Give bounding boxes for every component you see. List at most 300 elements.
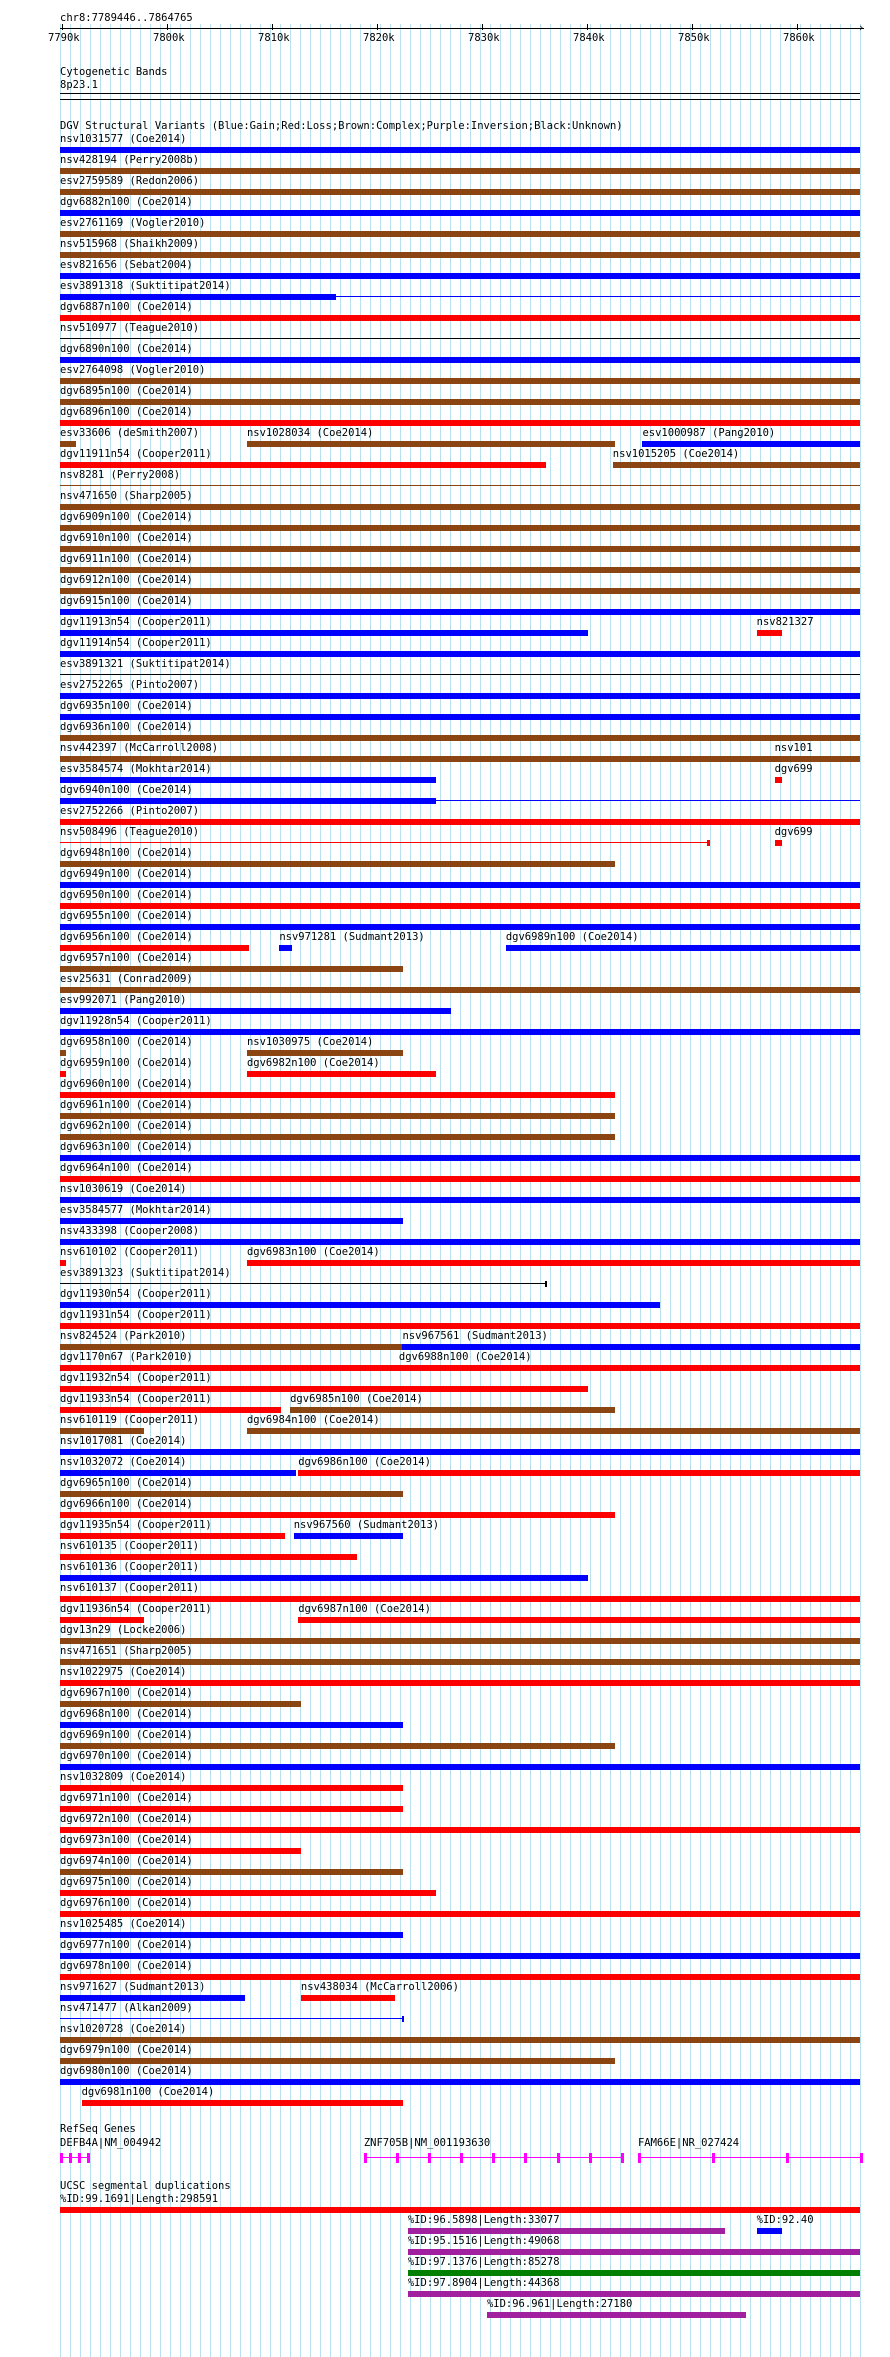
variant-bar[interactable] (60, 1512, 615, 1518)
variant-label[interactable]: esv2759589 (Redon2006) (60, 175, 200, 187)
variant-bar[interactable] (60, 714, 860, 720)
gene-exon[interactable] (460, 2153, 463, 2163)
variant-label[interactable]: nsv442397 (McCarroll2008) (60, 742, 219, 754)
variant-bar[interactable] (60, 567, 860, 573)
variant-label[interactable]: dgv11931n54 (Cooper2011) (60, 1309, 212, 1321)
variant-label[interactable]: dgv6979n100 (Coe2014) (60, 2044, 193, 2056)
variant-label[interactable]: dgv6961n100 (Coe2014) (60, 1099, 193, 1111)
grid-line (750, 24, 751, 2357)
dgv-title: DGV Structural Variants (Blue:Gain;Red:Loss;Brown:Complex;Purple:Inversion;Black:Unknown) (60, 120, 623, 132)
variant-bar[interactable] (60, 609, 860, 615)
variant-bar[interactable] (60, 1575, 588, 1581)
segdup-bar[interactable] (408, 2228, 725, 2234)
variant-label[interactable]: dgv6981n100 (Coe2014) (81, 2086, 215, 2098)
variant-label[interactable]: esv2752266 (Pinto2007) (60, 805, 200, 817)
variant-bar[interactable] (402, 1344, 860, 1350)
segdup-label[interactable]: %ID:96.5898|Length:33077 (407, 2214, 560, 2226)
variant-bar[interactable] (60, 504, 860, 510)
variant-label[interactable]: dgv6935n100 (Coe2014) (60, 700, 193, 712)
variant-label[interactable]: nsv610102 (Cooper2011) (60, 1246, 200, 1258)
variant-label[interactable]: nsv471477 (Alkan2009) (60, 2002, 193, 2014)
variant-label[interactable]: nsv967560 (Sudmant2013) (293, 1519, 440, 1531)
variant-bar[interactable] (60, 588, 860, 594)
grid-line (380, 24, 381, 2357)
variant-label[interactable]: dgv6969n100 (Coe2014) (60, 1729, 193, 1741)
grid-line (300, 24, 301, 2357)
grid-line (290, 24, 291, 2357)
variant-label[interactable]: dgv6910n100 (Coe2014) (60, 532, 193, 544)
variant-label[interactable]: dgv6950n100 (Coe2014) (60, 889, 193, 901)
variant-bar[interactable] (301, 1995, 395, 2001)
variant-bar[interactable] (60, 903, 860, 909)
variant-label[interactable]: dgv11935n54 (Cooper2011) (60, 1519, 212, 1531)
grid-line (420, 24, 421, 2357)
grid-line (310, 24, 311, 2357)
variant-line[interactable] (60, 1283, 545, 1284)
variant-bar[interactable] (60, 189, 860, 195)
variant-label[interactable]: esv3584574 (Mokhtar2014) (60, 763, 212, 775)
variant-label[interactable]: dgv6978n100 (Coe2014) (60, 1960, 193, 1972)
variant-label[interactable]: dgv6966n100 (Coe2014) (60, 1498, 193, 1510)
grid-line (780, 24, 781, 2357)
variant-bar[interactable] (60, 273, 860, 279)
variant-bar[interactable] (60, 2037, 860, 2043)
variant-label[interactable]: nsv438034 (McCarroll2006) (300, 1981, 459, 1993)
variant-bar[interactable] (775, 840, 782, 846)
gene-exon[interactable] (638, 2153, 641, 2163)
variant-bar[interactable] (60, 147, 860, 153)
variant-label[interactable]: dgv11914n54 (Cooper2011) (60, 637, 212, 649)
variant-bar[interactable] (60, 756, 860, 762)
variant-label[interactable]: dgv6968n100 (Coe2014) (60, 1708, 193, 1720)
variant-label[interactable]: dgv6976n100 (Coe2014) (60, 1897, 193, 1909)
variant-label[interactable]: nsv1030619 (Coe2014) (60, 1183, 187, 1195)
variant-label[interactable]: dgv6909n100 (Coe2014) (60, 511, 193, 523)
variant-label[interactable]: dgv6987n100 (Coe2014) (298, 1603, 431, 1615)
variant-label[interactable]: nsv971627 (Sudmant2013) (60, 1981, 206, 1993)
grid-line (650, 24, 651, 2357)
variant-label[interactable]: dgv6940n100 (Coe2014) (60, 784, 193, 796)
variant-line[interactable] (60, 2018, 402, 2019)
variant-label[interactable]: dgv11933n54 (Cooper2011) (60, 1393, 212, 1405)
gene-exon[interactable] (364, 2153, 367, 2163)
variant-label[interactable]: dgv6965n100 (Coe2014) (60, 1477, 193, 1489)
variant-label[interactable]: dgv6958n100 (Coe2014) (60, 1036, 193, 1048)
variant-bar[interactable] (707, 840, 710, 846)
variant-bar[interactable] (60, 210, 860, 216)
variant-bar[interactable] (60, 861, 615, 867)
variant-bar[interactable] (60, 231, 860, 237)
variant-bar[interactable] (60, 546, 860, 552)
gene-exon[interactable] (78, 2153, 81, 2163)
variant-label[interactable]: nsv1015205 (Coe2014) (612, 448, 740, 460)
segdup-bar[interactable] (60, 2207, 860, 2213)
gene-line[interactable] (638, 2157, 860, 2158)
segdup-label[interactable]: %ID:99.1691|Length:298591 (60, 2193, 219, 2205)
variant-bar[interactable] (60, 1092, 615, 1098)
variant-bar[interactable] (60, 1008, 451, 1014)
variant-bar[interactable] (60, 378, 860, 384)
grid-line (410, 24, 411, 2357)
segdup-bar[interactable] (408, 2270, 860, 2276)
variant-bar[interactable] (60, 1869, 403, 1875)
variant-bar[interactable] (60, 1596, 860, 1602)
variant-bar[interactable] (60, 2079, 860, 2085)
gene-exon[interactable] (87, 2153, 90, 2163)
variant-bar[interactable] (60, 1071, 66, 1077)
variant-bar[interactable] (60, 1449, 860, 1455)
variant-label[interactable]: nsv610137 (Cooper2011) (60, 1582, 200, 1594)
grid-line (620, 24, 621, 2357)
variant-bar[interactable] (60, 1743, 615, 1749)
variant-label[interactable]: nsv1032072 (Coe2014) (60, 1456, 187, 1468)
variant-label[interactable]: dgv6986n100 (Coe2014) (298, 1456, 431, 1468)
variant-bar[interactable] (294, 1533, 404, 1539)
grid-line (520, 24, 521, 2357)
ruler-tick-label: 7830k (468, 32, 500, 44)
variant-bar[interactable] (402, 2016, 404, 2022)
variant-line[interactable] (336, 296, 860, 297)
variant-label[interactable]: esv821656 (Sebat2004) (60, 259, 193, 271)
variant-bar[interactable] (60, 1953, 860, 1959)
cytoband-band: 8p23.1 (60, 79, 98, 91)
variant-bar[interactable] (298, 1470, 860, 1476)
grid-line (810, 24, 811, 2357)
variant-bar[interactable] (60, 1911, 860, 1917)
variant-bar[interactable] (60, 357, 860, 363)
variant-label[interactable]: nsv610135 (Cooper2011) (60, 1540, 200, 1552)
gene-label[interactable]: ZNF705B|NM_001193630 (363, 2137, 491, 2149)
variant-bar[interactable] (60, 2058, 615, 2064)
gene-exon[interactable] (786, 2153, 789, 2163)
variant-bar[interactable] (60, 798, 436, 804)
variant-label[interactable]: nsv1030975 (Coe2014) (246, 1036, 374, 1048)
variant-bar[interactable] (60, 1239, 860, 1245)
variant-bar[interactable] (60, 1974, 860, 1980)
variant-label[interactable]: dgv6959n100 (Coe2014) (60, 1057, 193, 1069)
variant-label[interactable]: nsv824524 (Park2010) (60, 1330, 187, 1342)
variant-label[interactable]: dgv6912n100 (Coe2014) (60, 574, 193, 586)
grid-line (370, 24, 371, 2357)
variant-label[interactable]: esv33606 (deSmith2007) (60, 427, 200, 439)
variant-label[interactable]: nsv1032809 (Coe2014) (60, 1771, 187, 1783)
gene-line[interactable] (60, 2157, 87, 2158)
variant-bar[interactable] (247, 1071, 436, 1077)
variant-label[interactable]: dgv6974n100 (Coe2014) (60, 1855, 193, 1867)
variant-label[interactable]: dgv6948n100 (Coe2014) (60, 847, 193, 859)
variant-line[interactable] (60, 674, 860, 675)
variant-label[interactable]: dgv6895n100 (Coe2014) (60, 385, 193, 397)
variant-bar[interactable] (60, 1806, 403, 1812)
variant-bar[interactable] (60, 294, 336, 300)
ruler-tick-label: 7840k (573, 32, 605, 44)
variant-label[interactable]: nsv515968 (Shaikh2009) (60, 238, 200, 250)
variant-label[interactable]: dgv6977n100 (Coe2014) (60, 1939, 193, 1951)
segdup-bar[interactable] (408, 2249, 860, 2255)
gene-exon[interactable] (524, 2153, 527, 2163)
variant-label[interactable]: esv2752265 (Pinto2007) (60, 679, 200, 691)
variant-label[interactable]: nsv510977 (Teague2010) (60, 322, 200, 334)
variant-label[interactable]: dgv1170n67 (Park2010) (60, 1351, 193, 1363)
variant-bar[interactable] (60, 462, 546, 468)
grid-line (770, 24, 771, 2357)
variant-bar[interactable] (60, 966, 403, 972)
variant-label[interactable]: dgv6956n100 (Coe2014) (60, 931, 193, 943)
variant-bar[interactable] (60, 693, 860, 699)
variant-bar[interactable] (60, 1029, 860, 1035)
variant-bar[interactable] (60, 399, 860, 405)
variant-bar[interactable] (60, 1323, 860, 1329)
variant-bar[interactable] (60, 1302, 660, 1308)
variant-label[interactable]: nsv8281 (Perry2008) (60, 469, 181, 481)
variant-label[interactable]: dgv13n29 (Locke2006) (60, 1624, 187, 1636)
variant-label[interactable]: dgv6949n100 (Coe2014) (60, 868, 193, 880)
variant-label[interactable]: dgv11913n54 (Cooper2011) (60, 616, 212, 628)
variant-label[interactable]: nsv1022975 (Coe2014) (60, 1666, 187, 1678)
variant-label[interactable]: nsv101 (774, 742, 813, 754)
grid-line (390, 24, 391, 2357)
variant-bar[interactable] (60, 1113, 615, 1119)
variant-label[interactable]: nsv610136 (Cooper2011) (60, 1561, 200, 1573)
variant-bar[interactable] (60, 1134, 615, 1140)
variant-label[interactable]: nsv471651 (Sharp2005) (60, 1645, 193, 1657)
variant-label[interactable]: nsv821327 (756, 616, 814, 628)
gene-exon[interactable] (492, 2153, 495, 2163)
gene-exon[interactable] (60, 2153, 63, 2163)
ruler-tick-label: 7850k (678, 32, 710, 44)
variant-bar[interactable] (775, 756, 782, 762)
variant-line[interactable] (60, 485, 860, 486)
variant-label[interactable]: dgv6982n100 (Coe2014) (246, 1057, 380, 1069)
variant-label[interactable]: dgv6882n100 (Coe2014) (60, 196, 193, 208)
variant-bar[interactable] (298, 1617, 860, 1623)
variant-bar[interactable] (60, 1428, 144, 1434)
variant-label[interactable]: nsv1025485 (Coe2014) (60, 1918, 187, 1930)
variant-bar[interactable] (247, 1428, 860, 1434)
variant-label[interactable]: nsv1020728 (Coe2014) (60, 2023, 187, 2035)
variant-bar[interactable] (60, 1218, 403, 1224)
segdup-bar[interactable] (757, 2228, 782, 2234)
grid-line (570, 24, 571, 2357)
variant-bar[interactable] (60, 1155, 860, 1161)
variant-bar[interactable] (60, 987, 860, 993)
variant-label[interactable]: dgv11911n54 (Cooper2011) (60, 448, 212, 460)
variant-label[interactable]: dgv699 (774, 763, 813, 775)
variant-label[interactable]: dgv6970n100 (Coe2014) (60, 1750, 193, 1762)
variant-bar[interactable] (60, 1785, 403, 1791)
variant-label[interactable]: dgv6890n100 (Coe2014) (60, 343, 193, 355)
variant-bar[interactable] (60, 630, 588, 636)
variant-label[interactable]: dgv6980n100 (Coe2014) (60, 2065, 193, 2077)
variant-bar[interactable] (757, 630, 782, 636)
gene-exon[interactable] (589, 2153, 592, 2163)
variant-label[interactable]: esv3891321 (Suktitipat2014) (60, 658, 231, 670)
variant-bar[interactable] (775, 777, 782, 783)
gene-exon[interactable] (69, 2153, 72, 2163)
segdup-bar[interactable] (487, 2312, 746, 2318)
variant-label[interactable]: esv992071 (Pang2010) (60, 994, 187, 1006)
variant-label[interactable]: dgv11932n54 (Cooper2011) (60, 1372, 212, 1384)
variant-label[interactable]: nsv967561 (Sudmant2013) (402, 1330, 548, 1342)
grid-line (350, 24, 351, 2357)
variant-bar[interactable] (60, 1890, 436, 1896)
variant-label[interactable]: dgv699 (774, 826, 813, 838)
variant-bar[interactable] (60, 1050, 66, 1056)
variant-label[interactable]: esv2761169 (Vogler2010) (60, 217, 206, 229)
gene-label[interactable]: DEFB4A|NM_004942 (60, 2137, 162, 2149)
grid-line (670, 24, 671, 2357)
segdup-label[interactable]: %ID:97.1376|Length:85278 (407, 2256, 560, 2268)
variant-bar[interactable] (60, 1764, 860, 1770)
variant-bar[interactable] (247, 441, 615, 447)
variant-bar[interactable] (642, 441, 860, 447)
variant-label[interactable]: dgv11936n54 (Cooper2011) (60, 1603, 212, 1615)
variant-bar[interactable] (60, 1407, 281, 1413)
variant-label[interactable]: nsv971281 (Sudmant2013) (279, 931, 425, 943)
variant-bar[interactable] (60, 1470, 296, 1476)
variant-label[interactable]: esv2764098 (Vogler2010) (60, 364, 206, 376)
variant-label[interactable]: dgv6936n100 (Coe2014) (60, 721, 193, 733)
variant-bar[interactable] (60, 1176, 860, 1182)
variant-bar[interactable] (60, 441, 76, 447)
variant-bar[interactable] (279, 945, 292, 951)
variant-bar[interactable] (60, 819, 860, 825)
variant-label[interactable]: nsv428194 (Perry2008b) (60, 154, 200, 166)
gene-label[interactable]: FAM66E|NR_027424 (637, 2137, 740, 2149)
variant-bar[interactable] (60, 882, 860, 888)
variant-line[interactable] (60, 338, 860, 339)
variant-label[interactable]: dgv6989n100 (Coe2014) (505, 931, 639, 943)
variant-bar[interactable] (506, 945, 860, 951)
variant-label[interactable]: dgv11930n54 (Cooper2011) (60, 1288, 212, 1300)
variant-bar[interactable] (60, 777, 436, 783)
variant-label[interactable]: dgv6973n100 (Coe2014) (60, 1834, 193, 1846)
variant-bar[interactable] (60, 945, 249, 951)
variant-bar[interactable] (60, 1365, 399, 1371)
gene-exon[interactable] (712, 2153, 715, 2163)
variant-label[interactable]: dgv11928n54 (Cooper2011) (60, 1015, 212, 1027)
variant-bar[interactable] (290, 1407, 614, 1413)
variant-label[interactable]: nsv610119 (Cooper2011) (60, 1414, 200, 1426)
variant-bar[interactable] (60, 1197, 860, 1203)
variant-label[interactable]: dgv6963n100 (Coe2014) (60, 1141, 193, 1153)
variant-line[interactable] (436, 800, 860, 801)
gene-exon[interactable] (621, 2153, 624, 2163)
ruler-tick-label: 7800k (153, 32, 185, 44)
variant-bar[interactable] (247, 1260, 860, 1266)
variant-label[interactable]: nsv1028034 (Coe2014) (246, 427, 374, 439)
cytoband-title: Cytogenetic Bands (60, 66, 168, 78)
segdup-label[interactable]: %ID:95.1516|Length:49068 (407, 2235, 560, 2247)
variant-label[interactable]: dgv6955n100 (Coe2014) (60, 910, 193, 922)
variant-bar[interactable] (60, 1659, 860, 1665)
variant-bar[interactable] (613, 462, 860, 468)
gene-exon[interactable] (860, 2153, 863, 2163)
variant-bar[interactable] (60, 1617, 144, 1623)
ruler-tick (692, 24, 693, 30)
variant-bar[interactable] (60, 1680, 860, 1686)
segdup-label[interactable]: %ID:92.40 (756, 2214, 814, 2226)
variant-label[interactable]: dgv6964n100 (Coe2014) (60, 1162, 193, 1174)
variant-bar[interactable] (60, 651, 860, 657)
variant-bar[interactable] (60, 1554, 357, 1560)
variant-bar[interactable] (60, 1533, 285, 1539)
variant-bar[interactable] (60, 1260, 66, 1266)
variant-label[interactable]: dgv6962n100 (Coe2014) (60, 1120, 193, 1132)
variant-bar[interactable] (60, 1701, 301, 1707)
variant-label[interactable]: esv3891323 (Suktitipat2014) (60, 1267, 231, 1279)
variant-label[interactable]: dgv6915n100 (Coe2014) (60, 595, 193, 607)
variant-label[interactable]: esv1000987 (Pang2010) (642, 427, 776, 439)
variant-label[interactable]: dgv6985n100 (Coe2014) (290, 1393, 423, 1405)
variant-label[interactable]: esv25631 (Conrad2009) (60, 973, 193, 985)
variant-label[interactable]: dgv6960n100 (Coe2014) (60, 1078, 193, 1090)
variant-bar[interactable] (60, 1491, 403, 1497)
variant-label[interactable]: dgv6957n100 (Coe2014) (60, 952, 193, 964)
variant-label[interactable]: esv3891318 (Suktitipat2014) (60, 280, 231, 292)
variant-label[interactable]: dgv6896n100 (Coe2014) (60, 406, 193, 418)
cytoband-line (60, 93, 860, 94)
variant-bar[interactable] (60, 420, 860, 426)
grid-line (690, 24, 691, 2357)
variant-label[interactable]: dgv6988n100 (Coe2014) (398, 1351, 532, 1363)
variant-bar[interactable] (60, 1995, 245, 2001)
gene-exon[interactable] (396, 2153, 399, 2163)
variant-label[interactable]: esv3584577 (Mokhtar2014) (60, 1204, 212, 1216)
variant-bar[interactable] (60, 525, 860, 531)
variant-label[interactable]: dgv6975n100 (Coe2014) (60, 1876, 193, 1888)
grid-line (530, 24, 531, 2357)
variant-line[interactable] (60, 842, 707, 843)
variant-label[interactable]: dgv6972n100 (Coe2014) (60, 1813, 193, 1825)
variant-bar[interactable] (60, 1638, 860, 1644)
variant-label[interactable]: dgv6984n100 (Coe2014) (246, 1414, 380, 1426)
gene-exon[interactable] (428, 2153, 431, 2163)
variant-label[interactable]: nsv433398 (Cooper2008) (60, 1225, 200, 1237)
variant-label[interactable]: dgv6967n100 (Coe2014) (60, 1687, 193, 1699)
variant-bar[interactable] (60, 924, 860, 930)
variant-bar[interactable] (545, 1281, 547, 1287)
variant-bar[interactable] (60, 1848, 301, 1854)
variant-label[interactable]: dgv6971n100 (Coe2014) (60, 1792, 193, 1804)
variant-label[interactable]: dgv6887n100 (Coe2014) (60, 301, 193, 313)
variant-bar[interactable] (399, 1365, 860, 1371)
variant-bar[interactable] (60, 1722, 403, 1728)
segdup-label[interactable]: %ID:97.8904|Length:44368 (407, 2277, 560, 2289)
variant-bar[interactable] (247, 1050, 403, 1056)
segdup-label[interactable]: %ID:96.961|Length:27180 (486, 2298, 633, 2310)
variant-bar[interactable] (60, 1932, 403, 1938)
variant-label[interactable]: nsv471650 (Sharp2005) (60, 490, 193, 502)
variant-label[interactable]: dgv6911n100 (Coe2014) (60, 553, 193, 565)
variant-bar[interactable] (60, 735, 860, 741)
variant-bar[interactable] (60, 315, 860, 321)
gene-exon[interactable] (557, 2153, 560, 2163)
variant-label[interactable]: nsv508496 (Teague2010) (60, 826, 200, 838)
variant-label[interactable]: dgv6983n100 (Coe2014) (246, 1246, 380, 1258)
variant-label[interactable]: nsv1031577 (Coe2014) (60, 133, 187, 145)
grid-line (450, 24, 451, 2357)
variant-bar[interactable] (60, 1386, 588, 1392)
variant-bar[interactable] (60, 252, 860, 258)
variant-bar[interactable] (60, 1344, 402, 1350)
variant-bar[interactable] (60, 168, 860, 174)
variant-bar[interactable] (82, 2100, 404, 2106)
variant-bar[interactable] (60, 1827, 860, 1833)
variant-label[interactable]: nsv1017081 (Coe2014) (60, 1435, 187, 1447)
grid-line (240, 24, 241, 2357)
segdup-bar[interactable] (408, 2291, 860, 2297)
